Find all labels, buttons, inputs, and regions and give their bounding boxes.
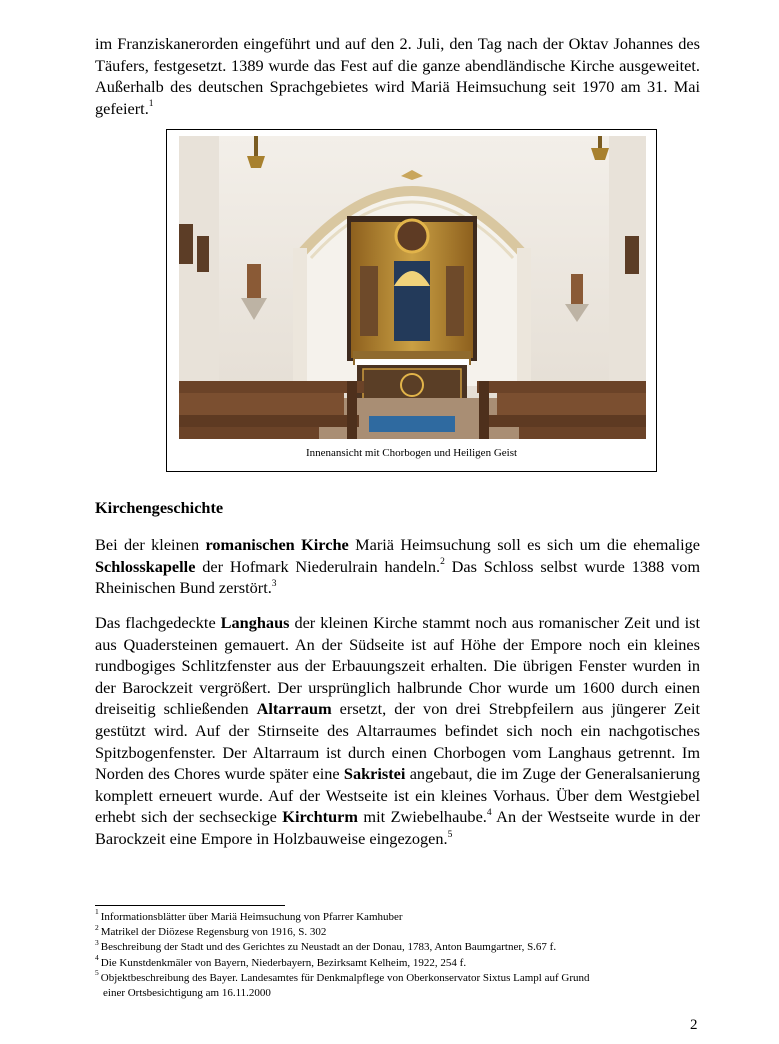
footnote-ref: 1 [148, 99, 154, 110]
footnote: $^1$ Informationsblätter über Mariä Heimsuchung von Pfarrer Kamhuber [95, 907, 403, 923]
footnote-continuation: einer Ortsbesichtigung am 16.11.2000 [103, 987, 271, 1000]
intro-paragraph: im Franziskanerorden eingeführt und auf den 2. Juli, den Tag nach der Oktav Johannes des Täufers, festgesetzt. 1389 wurde das Fest auf die ganze abendländische Kirche ausgeweitet. Außerhalb des deutschen Sprachgebietes wird Mariä Heimsuchung seit 1970 am 31. Mai gefeiert.$^1$ [95, 34, 700, 118]
footnote: $^2$ Matrikel der Diözese Regensburg von 1916, S. 302 [95, 922, 327, 939]
footnote: $^3$ Beschreibung der Stadt und des Gerichtes zu Neustadt an der Donau, 1783, Anton Baumgartner, S.67 f. [95, 937, 557, 954]
figure-caption: Innenansicht mit Chorbogen und Heiligen Geist [305, 447, 518, 459]
footnote: $^4$ Die Kunstdenkmäler von Bayern, Niederbayern, Bezirksamt Kelheim, 1922, 254 f. [95, 952, 467, 969]
church-interior-photo [179, 136, 646, 439]
footnote: $^5$ Objektbeschreibung des Bayer. Landesamtes für Denkmalpflege von Oberkonservator Sixtus Lampl auf Grund [95, 968, 590, 984]
footnote-ref: 4 [486, 807, 492, 818]
paragraph-history: Bei der kleinen romanischen Kirche Mariä Heimsuchung soll es sich um die ehemalige Schlosskapelle der Hofmark Niederulrain handeln.$^2$ Das Schloss selbst wurde 1388 vom Rheinischen Bund zerstört.$^3$ [95, 535, 701, 598]
paragraph-building: Das flachgedeckte Langhaus der kleinen Kirche stammt noch aus romanischer Zeit und ist aus Quadersteinen gemauert. An der Südseite ist auf Höhe der Empore noch ein kleines rundbogiges Schlitzfenster aus der Erbauungszeit erhalten. Die übrigen Fenster wurden in der Barockzeit vergrößert. Der ursprünglich halbrunde Chor wurde um 1600 durch einen dreiseitig schließenden Altarraum ersetzt, der von drei Strebpfeilern aus jüngerer Zeit gestützt wird. Auf der Stirnseite des Altarraumes befindet sich noch ein nachgotisches Spitzbogenfenster. Der Altarraum ist durch einen Chorbogen vom Langhaus getrennt. Im Norden des Chores wurde später eine Sakristei angebaut, die im Zuge der Generalsanierung komplett erneuert wurde. Auf der Westseite ist ein kleines Vorhaus. Über dem Westgiebel erhebt sich der sechseckige Kirchturm mit Zwiebelhaube.$^4$ An der Westseite wurde in der Barockzeit eine Empore in Holzbauweise eingezogen.$^5$ [95, 613, 701, 848]
section-heading: Kirchengeschichte [95, 498, 224, 517]
footnotes [95, 907, 705, 1001]
footnote-ref: 5 [447, 829, 453, 840]
page-number: 2 [690, 1017, 698, 1033]
footnote-divider [95, 905, 285, 906]
figure [166, 129, 657, 472]
footnote-ref: 3 [271, 578, 277, 589]
footnote-ref: 2 [440, 557, 445, 568]
